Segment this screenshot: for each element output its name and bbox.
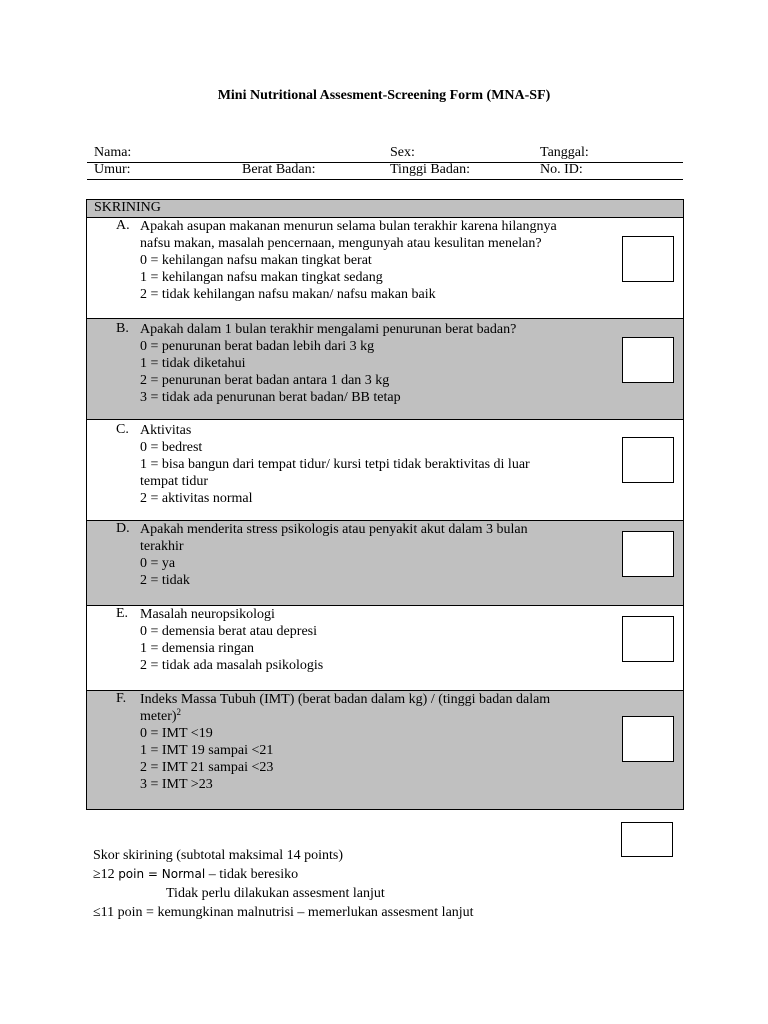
berat-badan-label: Berat Badan: — [242, 162, 316, 177]
question-c — [87, 420, 683, 521]
question-letter: C. — [116, 422, 129, 437]
tinggi-badan-label: Tinggi Badan: — [390, 162, 470, 177]
question-letter: E. — [116, 606, 129, 621]
question-line: terakhir — [140, 539, 184, 554]
option-line: 2 = tidak ada masalah psikologis — [140, 658, 324, 673]
score-box-b[interactable] — [622, 337, 674, 383]
option-line: 0 = bedrest — [140, 440, 203, 455]
option-line: 1 = demensia ringan — [140, 641, 255, 656]
umur-label: Umur: — [94, 162, 131, 177]
score-box-a[interactable] — [622, 236, 674, 282]
score-category: poin = Normal — [118, 867, 206, 881]
option-line: 1 = tidak diketahui — [140, 356, 246, 371]
question-line: Apakah menderita stress psikologis atau penyakit akut dalam 3 bulan — [140, 522, 528, 537]
question-b — [87, 319, 683, 420]
option-line: 2 = tidak — [140, 573, 190, 588]
option-line: 1 = bisa bangun dari tempat tidur/ kursi tetpi tidak beraktivitas di luar — [140, 457, 530, 472]
screening-table — [86, 199, 684, 810]
score-box-c[interactable] — [622, 437, 674, 483]
option-line: 2 = IMT 21 sampai <23 — [140, 760, 274, 775]
option-line: 0 = kehilangan nafsu makan tingkat berat — [140, 253, 372, 268]
score-description: poin = kemungkinan malnutrisi – memerlukan assesment lanjut — [117, 905, 474, 920]
question-a — [87, 218, 683, 319]
normal-score-note: Tidak perlu dilakukan assesment lanjut — [166, 886, 385, 901]
question-text — [140, 606, 610, 674]
question-text — [140, 218, 610, 303]
question-line: nafsu makan, masalah pencernaan, mengunyah atau kesulitan menelan? — [140, 236, 542, 251]
score-box-f[interactable] — [622, 716, 674, 762]
question-line: Apakah asupan makanan menurun selama bulan terakhir karena hilangnya — [140, 219, 557, 234]
question-letter: B. — [116, 321, 129, 336]
score-description: – tidak beresiko — [205, 867, 299, 882]
option-line: 0 = IMT <19 — [140, 726, 213, 741]
score-box-e[interactable] — [622, 616, 674, 662]
nama-label: Nama: — [94, 145, 132, 160]
form-title: Mini Nutritional Assesment-Screening Form (MNA-SF) — [217, 88, 551, 103]
question-text — [140, 422, 610, 507]
question-line — [140, 708, 610, 725]
question-d — [87, 521, 683, 606]
question-line: Aktivitas — [140, 423, 192, 438]
header-divider-top — [87, 162, 683, 163]
question-e — [87, 606, 683, 691]
question-f — [87, 691, 683, 809]
question-text — [140, 521, 610, 589]
option-line: tempat tidur — [140, 474, 209, 489]
header-divider-bottom — [87, 179, 683, 180]
score-box-d[interactable] — [622, 531, 674, 577]
normal-score-line — [93, 865, 474, 884]
option-line: 1 = kehilangan nafsu makan tingkat sedang — [140, 270, 383, 285]
option-line: 0 = penurunan berat badan lebih dari 3 kg — [140, 339, 375, 354]
option-line: 3 = IMT >23 — [140, 777, 213, 792]
question-letter: F. — [116, 691, 127, 706]
scoring-title: Skor skirining (subtotal maksimal 14 points) — [93, 848, 344, 863]
question-text — [140, 321, 610, 406]
sex-label: Sex: — [390, 145, 415, 160]
question-line: Indeks Massa Tubuh (IMT) (berat badan dalam kg) / (tinggi badan dalam — [140, 692, 551, 707]
question-line: Masalah neuropsikologi — [140, 607, 275, 622]
option-line: 3 = tidak ada penurunan berat badan/ BB tetap — [140, 390, 401, 405]
question-letter: A. — [116, 218, 130, 233]
option-line: 2 = tidak kehilangan nafsu makan/ nafsu makan baik — [140, 287, 436, 302]
option-line: 2 = aktivitas normal — [140, 491, 253, 506]
score-threshold: ≥12 — [93, 867, 119, 882]
option-line: 2 = penurunan berat badan antara 1 dan 3 kg — [140, 373, 390, 388]
subtotal-score-box[interactable] — [621, 822, 673, 857]
patient-header — [87, 145, 683, 181]
option-line: 0 = ya — [140, 556, 176, 571]
section-title: SKRINING — [94, 200, 161, 215]
malnutrition-score-line — [93, 903, 474, 922]
question-line: Apakah dalam 1 bulan terakhir mengalami penurunan berat badan? — [140, 322, 517, 337]
tanggal-label: Tanggal: — [540, 145, 589, 160]
superscript: 2 — [176, 707, 182, 717]
question-line-text: meter) — [140, 709, 177, 724]
option-line: 1 = IMT 19 sampai <21 — [140, 743, 274, 758]
score-threshold: ≤11 — [93, 905, 118, 920]
question-letter: D. — [116, 521, 130, 536]
no-id-label: No. ID: — [540, 162, 583, 177]
option-line: 0 = demensia berat atau depresi — [140, 624, 317, 639]
scoring-legend — [93, 846, 474, 922]
section-header — [87, 200, 683, 218]
question-text — [140, 691, 610, 793]
